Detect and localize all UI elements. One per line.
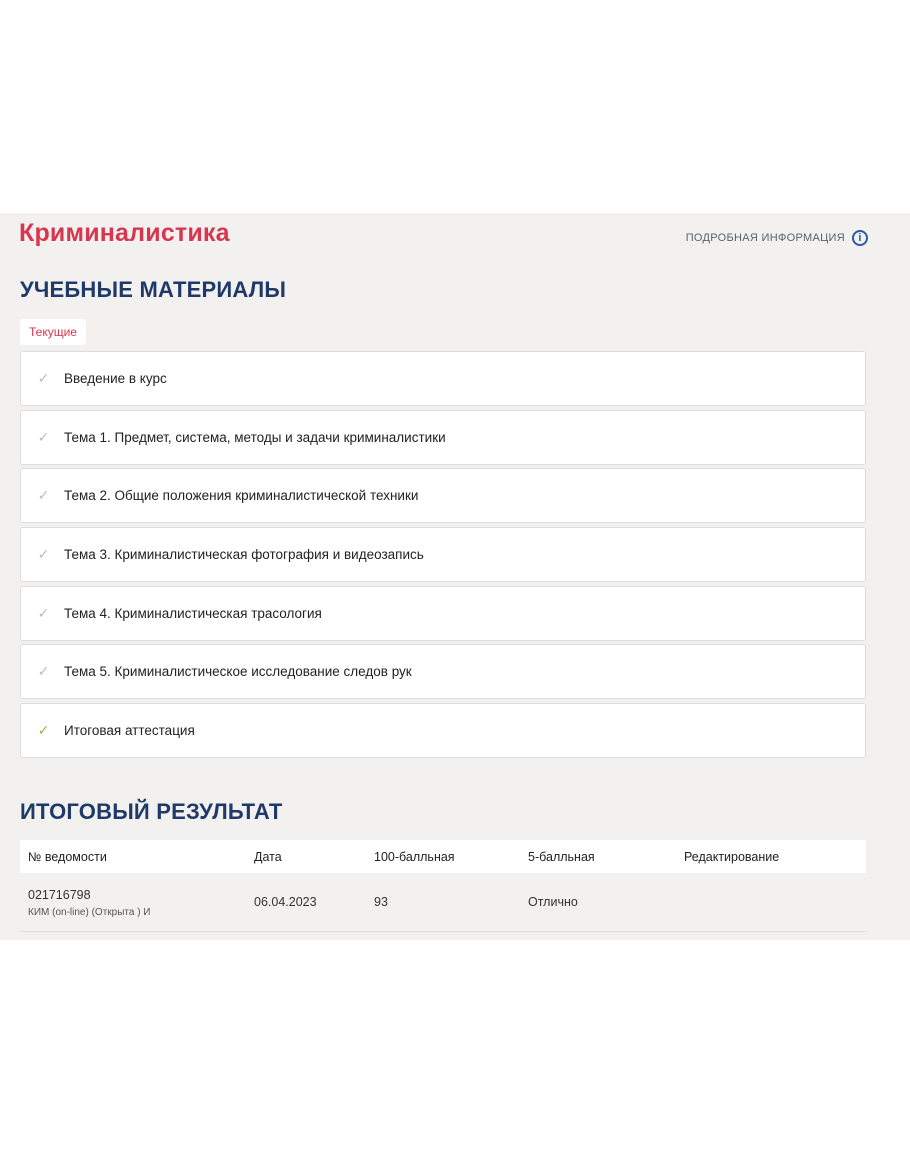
tab-current[interactable]: Текущие bbox=[20, 319, 86, 345]
check-icon: ✓ bbox=[37, 604, 50, 621]
material-item[interactable] bbox=[20, 644, 866, 699]
material-item[interactable] bbox=[20, 410, 866, 465]
table-header-row bbox=[20, 840, 866, 873]
materials-heading: УЧЕБНЫЕ МАТЕРИАЛЫ bbox=[20, 277, 287, 302]
table-row bbox=[20, 873, 866, 932]
check-icon: ✓ bbox=[37, 546, 50, 563]
material-item-final-attestation[interactable] bbox=[20, 703, 866, 758]
cell-date: 06.04.2023 bbox=[246, 873, 366, 932]
material-label: Тема 4. Криминалистическая трасология bbox=[64, 605, 322, 621]
detailed-info-link[interactable] bbox=[686, 230, 868, 246]
column-header-score-100: 100-балльная bbox=[366, 840, 520, 873]
material-label: Итоговая аттестация bbox=[64, 723, 195, 739]
material-item[interactable] bbox=[20, 468, 866, 523]
cell-score-100: 93 bbox=[366, 873, 520, 932]
materials-list bbox=[20, 351, 866, 762]
column-header-edit: Редактирование bbox=[676, 840, 866, 873]
results-table bbox=[20, 840, 866, 932]
column-header-date: Дата bbox=[246, 840, 366, 873]
material-label: Тема 5. Криминалистическое исследование следов рук bbox=[64, 664, 412, 680]
check-icon: ✓ bbox=[37, 663, 50, 680]
check-icon: ✓ bbox=[37, 428, 50, 445]
column-header-score-5: 5-балльная bbox=[520, 840, 676, 873]
course-panel bbox=[0, 213, 910, 940]
cell-score-5: Отлично bbox=[520, 873, 676, 932]
results-heading: ИТОГОВЫЙ РЕЗУЛЬТАТ bbox=[20, 799, 283, 824]
sheet-number: 021716798 bbox=[28, 888, 91, 902]
info-circle-icon[interactable]: i bbox=[852, 230, 868, 246]
check-icon: ✓ bbox=[37, 722, 50, 739]
check-icon: ✓ bbox=[37, 370, 50, 386]
material-label: Тема 1. Предмет, система, методы и задачи криминалистики bbox=[64, 429, 446, 445]
sheet-type: КИМ (on-line) (Открыта ) И bbox=[28, 907, 151, 918]
course-title: Криминалистика bbox=[19, 219, 230, 247]
cell-sheet bbox=[20, 873, 246, 932]
material-item[interactable] bbox=[20, 351, 866, 406]
material-item[interactable] bbox=[20, 586, 866, 641]
material-label: Введение в курс bbox=[64, 371, 167, 386]
material-label: Тема 2. Общие положения криминалистической техники bbox=[64, 488, 419, 504]
material-item[interactable] bbox=[20, 527, 866, 582]
column-header-sheet-number: № ведомости bbox=[20, 840, 246, 873]
check-icon: ✓ bbox=[37, 487, 50, 504]
detailed-info-label: ПОДРОБНАЯ ИНФОРМАЦИЯ bbox=[685, 232, 845, 244]
material-label: Тема 3. Криминалистическая фотография и видеозапись bbox=[64, 547, 424, 563]
cell-edit bbox=[676, 873, 866, 932]
